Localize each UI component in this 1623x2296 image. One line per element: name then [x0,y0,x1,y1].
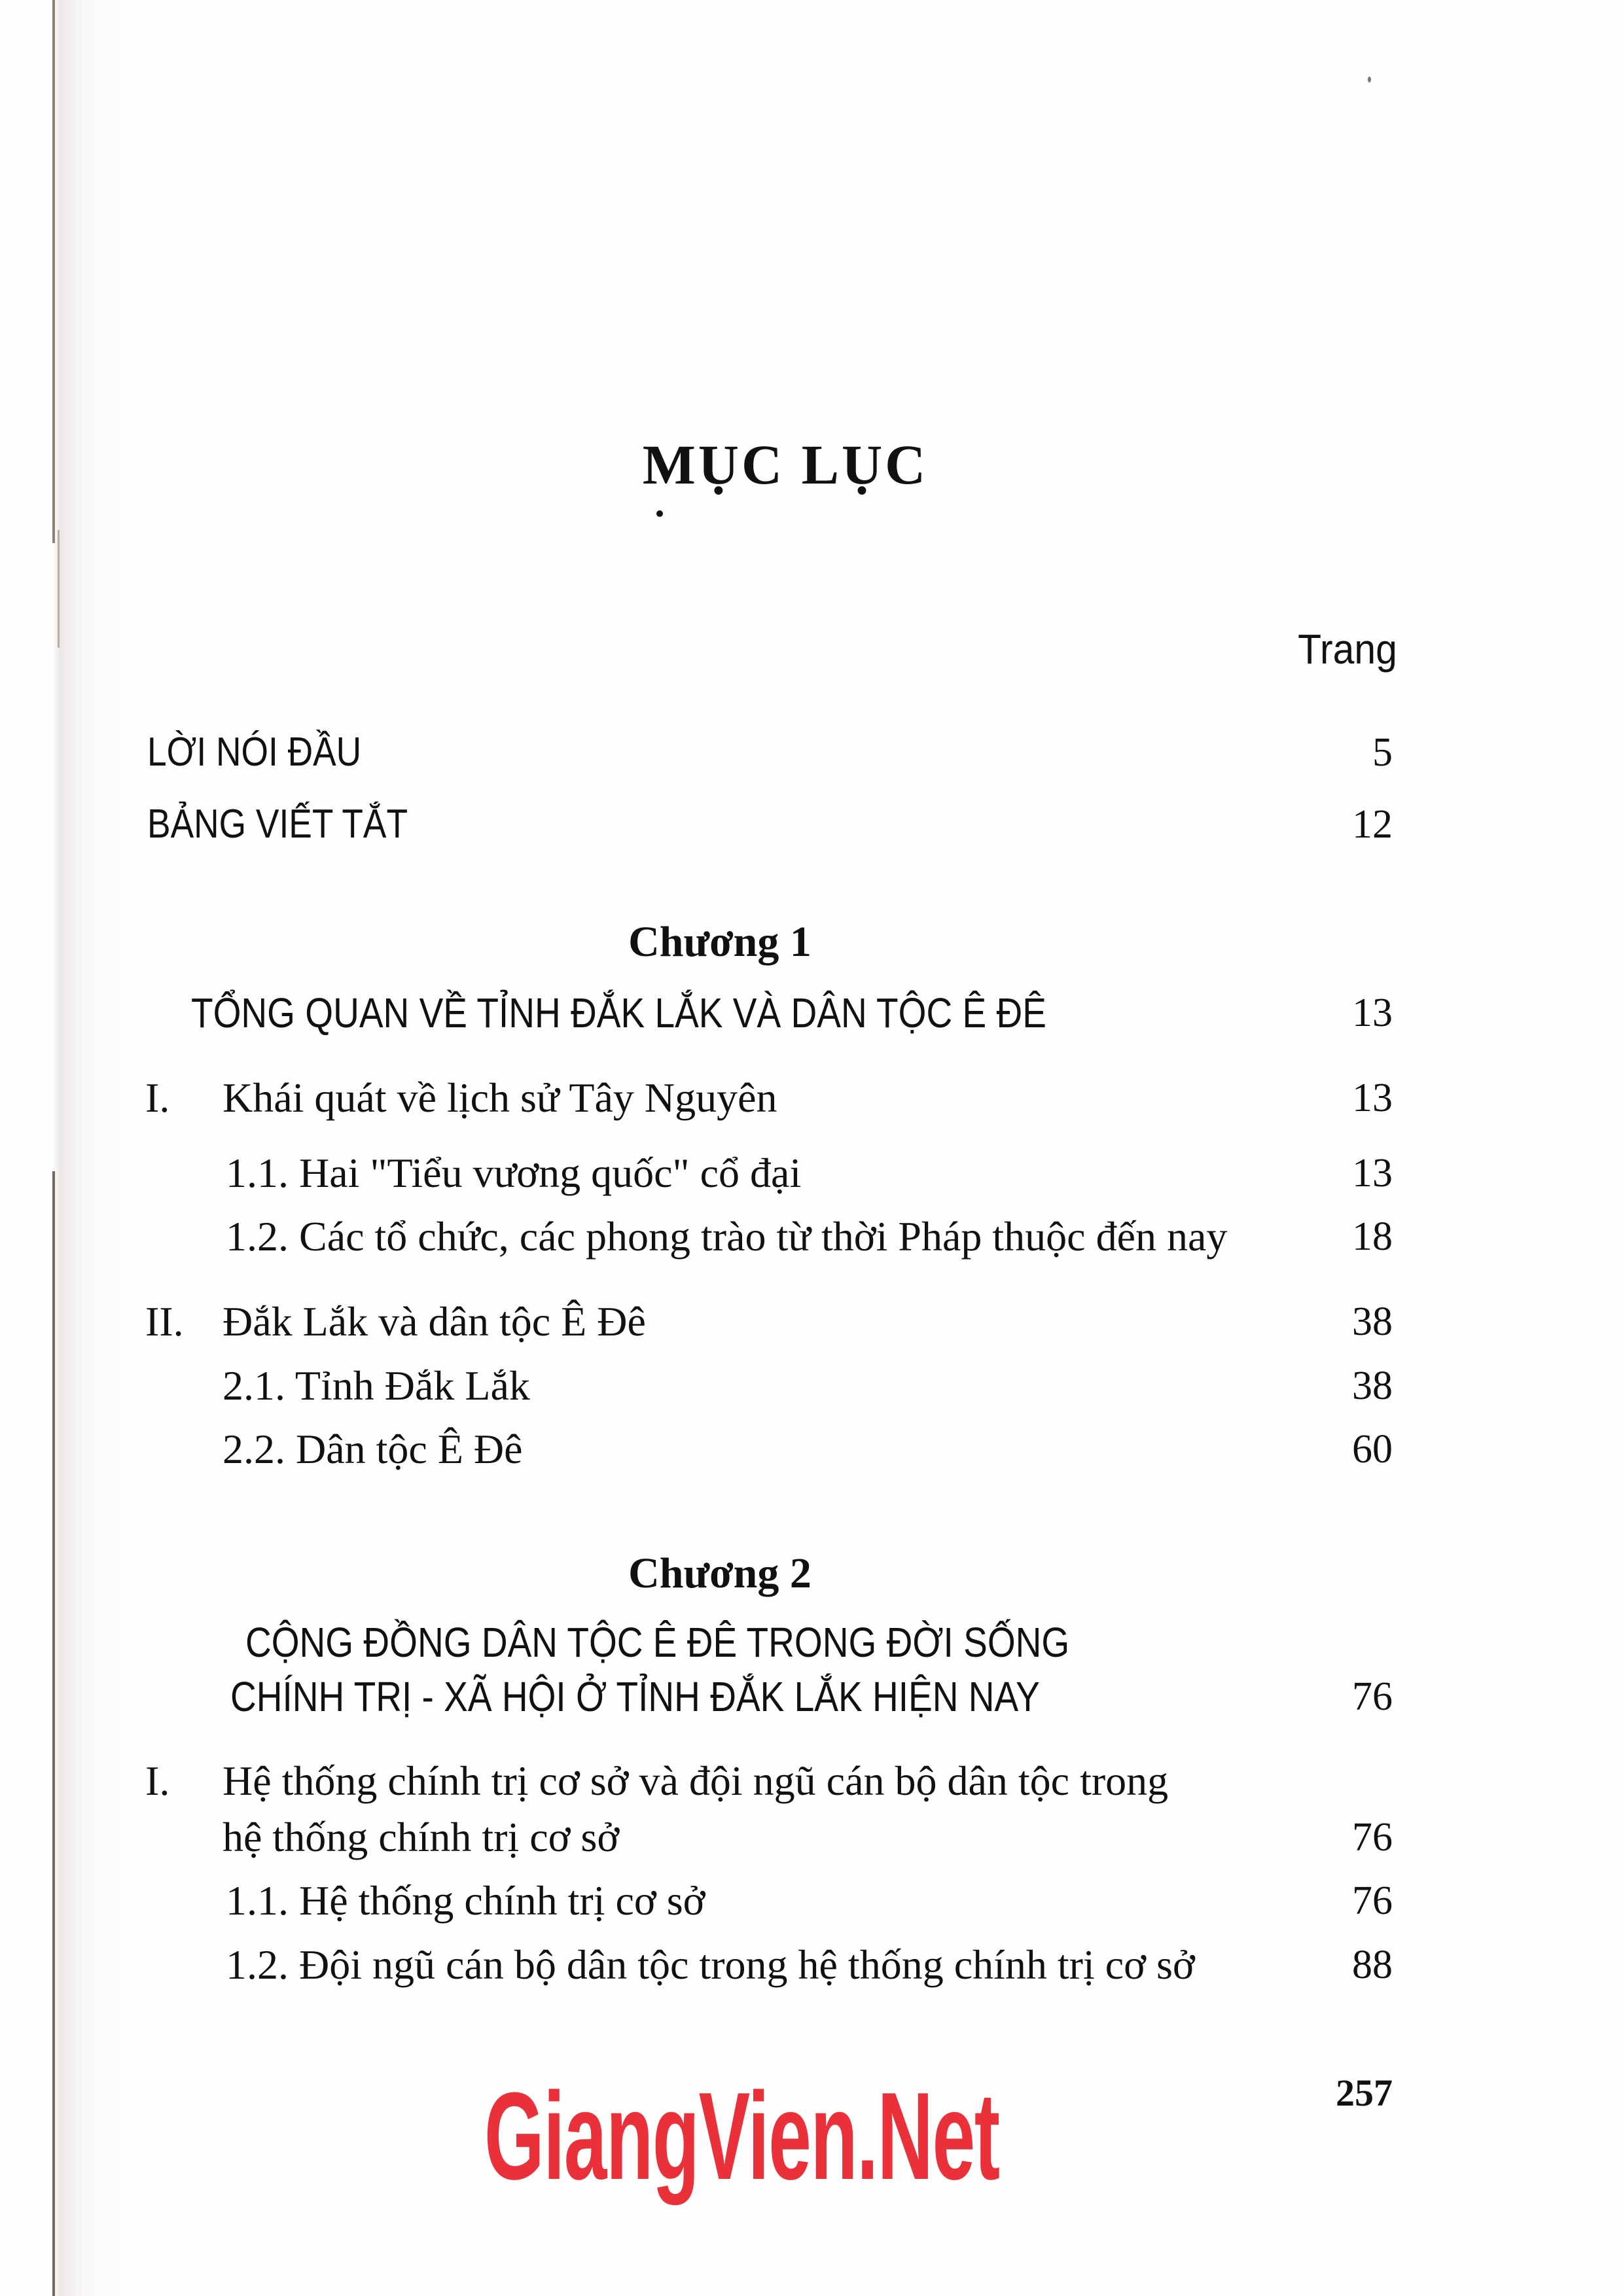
toc-entry-page: 13 [1352,1151,1393,1195]
subsection-title: 2.2. Dân tộc Ê Đê [223,1426,523,1472]
toc-entry-chapter-title[interactable] [0,1613,1623,1672]
section-numeral: I. [145,1757,170,1804]
section-title: Đắk Lắk và dân tộc Ê Đê [223,1298,646,1345]
subsection-title: 1.2. Đội ngũ cán bộ dân tộc trong hệ thống chính trị cơ sở [226,1941,1195,1988]
section-numeral: II. [145,1298,184,1345]
toc-entry-page: 76 [1352,1674,1393,1719]
subsection-title: 1.1. Hai "Tiểu vương quốc" cổ đại [226,1150,802,1196]
chapter-title: TỔNG QUAN VỀ TỈNH ĐẮK LẮK VÀ DÂN TỘC Ê ĐÊ [191,989,1046,1036]
section-title: hệ thống chính trị cơ sở [223,1814,620,1860]
toc-entry-page: 76 [1352,1879,1393,1923]
toc-entry-subsection[interactable] [0,1207,1623,1266]
subsection-title: 1.1. Hệ thống chính trị cơ sở [226,1877,705,1924]
toc-entry-page: 12 [1352,802,1393,847]
toc-entry-subsection[interactable] [0,1420,1623,1479]
toc-entry-page: 38 [1352,1364,1393,1408]
toc-entry-label: BẢNG VIẾT TẮT [147,802,408,847]
toc-entry-page: 18 [1352,1214,1393,1259]
book-spine-edge [58,530,60,648]
toc-entry-section[interactable] [0,1752,1623,1810]
toc-entry-page: 13 [1352,1076,1393,1120]
toc-entry-section[interactable] [0,1808,1623,1867]
toc-entry-subsection[interactable] [0,1144,1623,1203]
section-title: Hệ thống chính trị cơ sở và đội ngũ cán bộ dân tộc trong [223,1757,1169,1804]
toc-entry-page: 60 [1352,1427,1393,1472]
section-numeral: I. [145,1074,170,1121]
chapter-title: CỘNG ĐỒNG DÂN TỘC Ê ĐÊ TRONG ĐỜI SỐNG [245,1619,1070,1666]
page-column-label: Trang [1298,626,1397,673]
toc-entry-label: LỜI NÓI ĐẦU [147,730,362,775]
toc-entry-front-matter[interactable] [0,723,1623,782]
scan-speck [656,510,663,517]
subsection-title: 1.2. Các tổ chức, các phong trào từ thời Pháp thuộc đến nay [226,1213,1228,1260]
toc-entry-page: 76 [1352,1815,1393,1860]
watermark-logo: GiangVien.Net [484,2067,999,2206]
toc-entry-chapter-title[interactable] [0,1667,1623,1726]
toc-entry-subsection[interactable] [0,1356,1623,1415]
toc-entry-subsection[interactable] [0,1935,1623,1994]
page-title: MỤC LỤC [642,433,929,496]
toc-entry-page: 13 [1352,991,1393,1035]
toc-entry-front-matter[interactable] [0,795,1623,854]
page-number: 257 [1336,2072,1393,2114]
scan-speck [1368,77,1371,82]
toc-entry-page: 88 [1352,1943,1393,1987]
toc-entry-section[interactable] [0,1292,1623,1351]
chapter-label: Chương 2 [628,1549,812,1597]
toc-entry-page: 5 [1372,730,1393,775]
toc-entry-page: 38 [1352,1299,1393,1344]
subsection-title: 2.1. Tỉnh Đắk Lắk [223,1362,530,1409]
section-title: Khái quát về lịch sử Tây Nguyên [223,1074,777,1121]
chapter-title: CHÍNH TRỊ - XÃ HỘI Ở TỈNH ĐẮK LẮK HIỆN NAY [230,1673,1040,1720]
toc-entry-chapter-title[interactable] [0,983,1623,1042]
toc-entry-section[interactable] [0,1069,1623,1127]
chapter-label: Chương 1 [628,918,812,966]
toc-entry-subsection[interactable] [0,1871,1623,1930]
